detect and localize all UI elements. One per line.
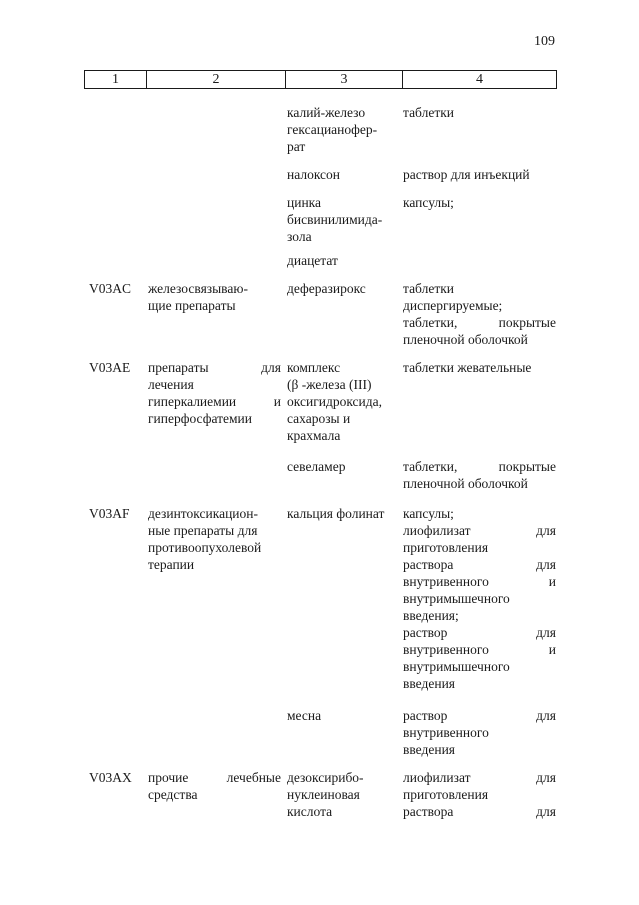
dosage-form-line [403, 624, 556, 641]
dosage-form-line [403, 166, 556, 183]
dosage-form-word: введения [403, 676, 456, 691]
group-word: средства [148, 787, 198, 802]
substance-line: оксигидроксида, [287, 394, 382, 409]
group-word: лечебные [226, 770, 281, 785]
dosage-form-word: для [536, 708, 556, 723]
substance-line: деферазирокс [287, 281, 366, 296]
group-word: щие препараты [148, 298, 236, 313]
dosage-form-word: раствор для инъекций [403, 167, 530, 182]
active-substance [287, 458, 395, 475]
group-line [148, 505, 281, 522]
table-row [84, 458, 556, 505]
dosage-form-word: введения [403, 742, 456, 757]
table-header [84, 70, 557, 89]
substance-line: нуклеиновая [287, 787, 360, 802]
atc-code: V03AF [89, 506, 130, 521]
active-substance [287, 104, 395, 155]
dosage-form-word: внутривенного [403, 725, 489, 740]
table-row [84, 166, 556, 194]
group-line [148, 359, 281, 376]
dosage-form-word: внутривенного [403, 642, 489, 657]
dosage-form [403, 194, 556, 211]
dosage-form-word: и [548, 642, 556, 657]
dosage-form-word: таблетки, [403, 315, 458, 330]
group-line [148, 539, 281, 556]
dosage-form-word: таблетки, [403, 459, 458, 474]
substance-line: золa [287, 229, 312, 244]
page-number: 109 [534, 34, 555, 49]
group-word: прочие [148, 770, 189, 785]
active-substance [287, 359, 395, 444]
active-substance [287, 194, 395, 245]
dosage-form-word: раствора [403, 804, 454, 819]
pharmacological-group [148, 505, 281, 573]
group-word: противоопухолевой [148, 540, 262, 555]
group-line [148, 556, 281, 573]
dosage-form-line [403, 769, 556, 786]
dosage-form-line [403, 505, 556, 522]
active-substance [287, 166, 395, 183]
dosage-form-word: и [548, 574, 556, 589]
dosage-form-line [403, 104, 556, 121]
dosage-form-line [403, 607, 556, 624]
dosage-form-line [403, 522, 556, 539]
substance-line: крахмала [287, 428, 341, 443]
dosage-form-line [403, 556, 556, 573]
substance-line: кальция фолинат [287, 506, 385, 521]
substance-line: севеламер [287, 459, 346, 474]
dosage-form [403, 707, 556, 758]
dosage-form-word: внутримышечного [403, 591, 510, 606]
dosage-form [403, 359, 556, 376]
dosage-form-word: внутривенного [403, 574, 489, 589]
dosage-form [403, 769, 556, 820]
table-row [84, 252, 556, 280]
dosage-form-line [403, 280, 556, 297]
table-body [84, 104, 556, 829]
dosage-form-word: покрытые [498, 459, 556, 474]
column-number-1: 1 [85, 71, 147, 89]
active-substance [287, 707, 395, 724]
group-word: лечения [148, 377, 194, 392]
dosage-form-line [403, 194, 556, 211]
group-word: гиперфосфатемии [148, 411, 252, 426]
dosage-form-word: для [536, 770, 556, 785]
dosage-form-line [403, 786, 556, 803]
dosage-form-word: капсулы; [403, 195, 454, 210]
dosage-form-word: раствора [403, 557, 454, 572]
substance-line: бисвинилимида- [287, 212, 383, 227]
dosage-form-line [403, 803, 556, 820]
dosage-form-line [403, 314, 556, 331]
dosage-form [403, 458, 556, 492]
group-line [148, 410, 281, 427]
dosage-form-line [403, 359, 556, 376]
dosage-form-line [403, 475, 556, 492]
active-substance [287, 280, 395, 297]
column-number-2: 2 [147, 71, 286, 89]
substance-line: кислота [287, 804, 333, 819]
dosage-form-word: покрытые [498, 315, 556, 330]
substance-line: месна [287, 708, 322, 723]
dosage-form-line [403, 297, 556, 314]
group-line [148, 769, 281, 786]
table-row [84, 104, 556, 166]
table-row [84, 194, 556, 252]
dosage-form-word: для [536, 523, 556, 538]
group-word: гиперкалиемии [148, 394, 237, 409]
group-word: и [273, 394, 281, 409]
pharmacological-group [148, 359, 281, 427]
substance-line: диацетат [287, 253, 338, 268]
dosage-form-word: диспергируемые; [403, 298, 503, 313]
substance-line: калий-железо [287, 105, 366, 120]
dosage-form-word: приготовления [403, 540, 489, 555]
dosage-form-word: таблетки [403, 105, 455, 120]
dosage-form-line [403, 641, 556, 658]
dosage-form-line [403, 675, 556, 692]
dosage-form-line [403, 658, 556, 675]
substance-line: (β -железа (III) [287, 377, 372, 392]
substance-line: налоксон [287, 167, 341, 182]
table-row [84, 505, 556, 707]
dosage-form-line [403, 458, 556, 475]
dosage-form-line [403, 573, 556, 590]
active-substance [287, 505, 395, 522]
active-substance [287, 252, 395, 269]
dosage-form-word: для [536, 557, 556, 572]
group-word: ные препараты для [148, 523, 258, 538]
dosage-form-line [403, 539, 556, 556]
group-word: препараты [148, 360, 209, 375]
dosage-form-line [403, 331, 556, 348]
dosage-form-line [403, 590, 556, 607]
table-row [84, 769, 556, 829]
dosage-form-word: лиофилизат [403, 770, 471, 785]
group-line [148, 376, 281, 393]
dosage-form-word: приготовления [403, 787, 489, 802]
group-word: железосвязываю- [148, 281, 248, 296]
dosage-form-word: лиофилизат [403, 523, 471, 538]
table-row [84, 280, 556, 359]
atc-code: V03AE [89, 360, 131, 375]
column-number-3: 3 [286, 71, 403, 89]
atc-code: V03AX [89, 770, 132, 785]
dosage-form [403, 505, 556, 692]
column-number-4: 4 [403, 71, 557, 89]
dosage-form-word: введения; [403, 608, 459, 623]
dosage-form-line [403, 741, 556, 758]
dosage-form [403, 280, 556, 348]
substance-line: цинка [287, 195, 322, 210]
substance-line: рат [287, 139, 306, 154]
active-substance [287, 769, 395, 820]
dosage-form-word: раствор [403, 708, 448, 723]
dosage-form-line [403, 724, 556, 741]
dosage-form-word: пленочной оболочкой [403, 332, 528, 347]
dosage-form-word: внутримышечного [403, 659, 510, 674]
group-line [148, 280, 281, 297]
dosage-form-word: для [536, 625, 556, 640]
pharmacological-group [148, 769, 281, 803]
dosage-form-word: таблетки жевательные [403, 360, 532, 375]
substance-line: сахарозы и [287, 411, 351, 426]
group-line [148, 786, 281, 803]
group-word: дезинтоксикацион- [148, 506, 258, 521]
substance-line: дезоксирибо- [287, 770, 364, 785]
substance-line: комплекс [287, 360, 341, 375]
dosage-form [403, 166, 556, 183]
substance-line: гексацианофер- [287, 122, 378, 137]
dosage-form-word: для [536, 804, 556, 819]
table-row [84, 359, 556, 458]
group-word: для [261, 360, 281, 375]
group-line [148, 522, 281, 539]
dosage-form [403, 104, 556, 121]
group-line [148, 297, 281, 314]
dosage-form-word: раствор [403, 625, 448, 640]
dosage-form-word: таблетки [403, 281, 455, 296]
dosage-form-word: пленочной оболочкой [403, 476, 528, 491]
dosage-form-word: капсулы; [403, 506, 454, 521]
group-line [148, 393, 281, 410]
dosage-form-line [403, 707, 556, 724]
table-row [84, 707, 556, 769]
pharmacological-group [148, 280, 281, 314]
group-word: терапии [148, 557, 195, 572]
atc-code: V03AC [89, 281, 132, 296]
